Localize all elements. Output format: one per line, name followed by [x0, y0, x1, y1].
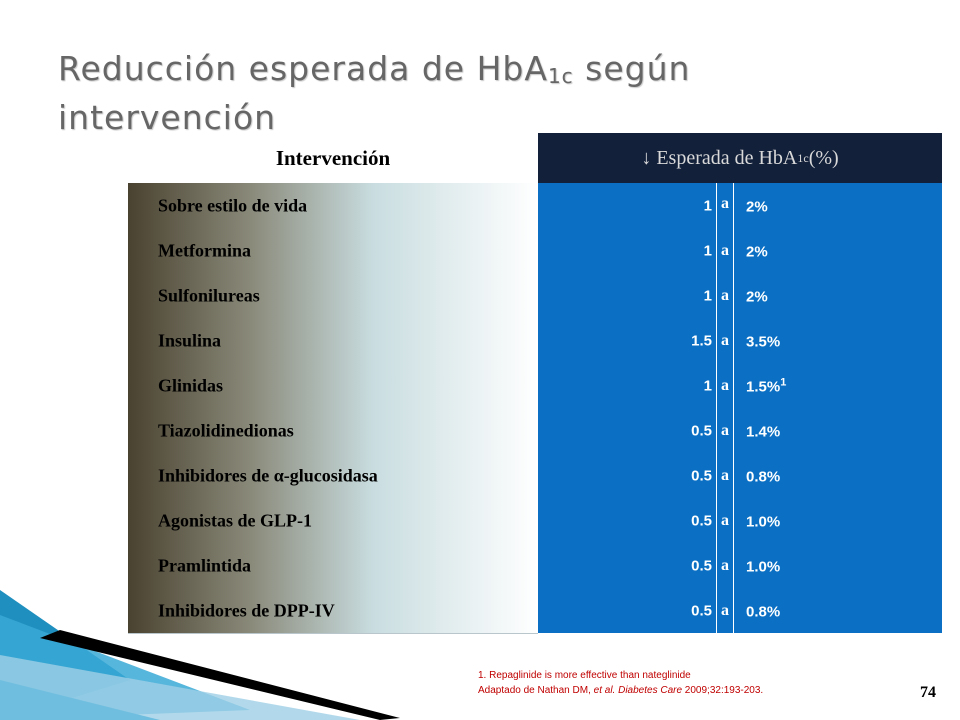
- range-separator: a: [716, 273, 734, 318]
- reduction-low: 0.5: [691, 422, 712, 439]
- table-row: [128, 183, 942, 228]
- range-separator: a: [716, 543, 734, 588]
- reduction-low: 0.5: [691, 557, 712, 574]
- reduction-high: 0.8%: [746, 603, 781, 620]
- reduction-high: 1.0%: [746, 558, 781, 575]
- row-label: Insulina: [158, 330, 222, 350]
- row-label: Tiazolidinedionas: [158, 420, 294, 440]
- slide-title: Reducción esperada de HbA$_{1c}$ según intervención: [58, 49, 691, 137]
- table-row: [128, 498, 942, 543]
- reduction-low: 1: [703, 197, 712, 214]
- row-label: Sulfonilureas: [158, 285, 260, 305]
- reduction-low: 0.5: [691, 512, 712, 529]
- reduction-high: 1.0%: [746, 513, 781, 530]
- table-row: [128, 588, 942, 633]
- range-separator: a: [716, 318, 734, 363]
- reduction-low: 0.5: [691, 467, 712, 484]
- reduction-low: 1.5: [691, 332, 712, 349]
- footnote: [478, 668, 763, 698]
- footnote-line-1: 1. Repaglinide is more effective than nateglinide: [478, 670, 691, 681]
- reduction-high: 2%: [746, 198, 768, 215]
- table-row: [128, 318, 942, 363]
- row-label: Sobre estilo de vida: [158, 195, 308, 215]
- footnote-marker: 1: [780, 376, 787, 388]
- range-separator: a: [716, 228, 734, 273]
- range-separator: a: [716, 363, 734, 408]
- table-row: [128, 273, 942, 318]
- range-separator: a: [716, 498, 734, 543]
- reduction-high: 2%: [746, 243, 768, 260]
- header-intervention: Intervención: [275, 145, 391, 170]
- table-row: [128, 543, 942, 588]
- reduction-high: 2%: [746, 288, 768, 305]
- range-separator: a: [716, 588, 734, 633]
- reduction-low: 0.5: [691, 602, 712, 619]
- reduction-low: 1: [703, 377, 712, 394]
- reduction-high: 1.5%$^1$: [746, 376, 787, 395]
- row-label: Pramlintida: [158, 555, 251, 575]
- row-label: Inhibidores de DPP-IV: [158, 600, 335, 620]
- table-row: [128, 228, 942, 273]
- footnote-citation: Adaptado de Nathan DM, et al. Diabetes Care 2009;32:193-203.: [478, 685, 764, 696]
- range-separator: a: [716, 183, 734, 228]
- reduction-low: 1: [703, 287, 712, 304]
- range-separator: a: [716, 408, 734, 453]
- range-separator: a: [716, 453, 734, 498]
- row-label: Glinidas: [158, 375, 224, 395]
- page-number: 74: [920, 684, 936, 701]
- table-row: [128, 408, 942, 453]
- table-row: [128, 453, 942, 498]
- reduction-low: 1: [703, 242, 712, 259]
- row-label: Agonistas de GLP-1: [158, 510, 313, 530]
- row-label: Metformina: [158, 240, 251, 260]
- header-expected-reduction: ↓ Esperada de HbA 1c (%): [538, 133, 942, 183]
- row-label: Inhibidores de α-glucosidasa: [158, 465, 378, 485]
- reduction-high: 0.8%: [746, 468, 781, 485]
- reduction-high: 1.4%: [746, 423, 781, 440]
- table-row: [128, 363, 942, 408]
- reduction-high: 3.5%: [746, 333, 781, 350]
